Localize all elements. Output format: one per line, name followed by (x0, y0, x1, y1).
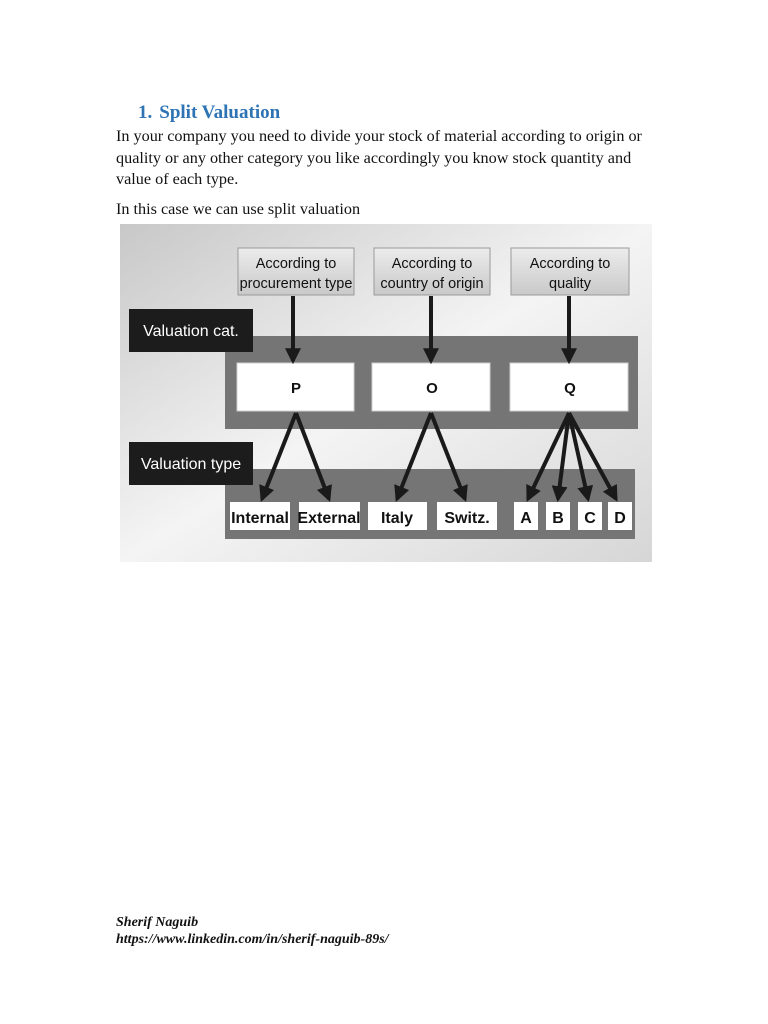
criteria-procurement-line2: procurement type (239, 276, 353, 292)
type-d-label: D (614, 510, 626, 527)
intro-paragraph: In your company you need to divide your stock of material according to origin or quality or any other category you like accordingly you know stock quantity and value of each type. (116, 127, 642, 188)
type-c-label: C (584, 510, 596, 527)
valuation-type-label: Valuation type (140, 456, 242, 473)
category-p-label: P (290, 380, 302, 397)
category-q-label: Q (564, 380, 576, 397)
section-heading (138, 102, 280, 124)
valuation-category-label: Valuation cat. (143, 323, 239, 340)
type-b-label: B (552, 510, 564, 527)
criteria-box-procurement (238, 248, 354, 295)
criteria-procurement-line1: According to (255, 256, 337, 272)
section-title: Split Valuation (159, 102, 281, 123)
use-case-paragraph: In this case we can use split valuation (116, 200, 361, 218)
footer (116, 914, 389, 948)
criteria-quality-line2: quality (549, 276, 591, 292)
section-number: 1. (138, 102, 153, 123)
criteria-box-quality (511, 248, 629, 295)
type-italy-label: Italy (380, 510, 414, 527)
criteria-box-country (374, 248, 490, 295)
type-a-label: A (520, 510, 532, 527)
type-internal-label: Internal (231, 510, 289, 527)
category-o-label: O (426, 380, 438, 397)
type-switz-label: Switz. (444, 510, 490, 527)
type-external-label: External (297, 510, 361, 527)
criteria-quality-line1: According to (529, 256, 611, 272)
footer-url[interactable]: https://www.linkedin.com/in/sherif-naguib-89s/ (116, 932, 389, 947)
criteria-country-line1: According to (391, 256, 473, 272)
split-valuation-diagram (120, 224, 652, 562)
footer-author: Sherif Naguib (116, 915, 199, 930)
criteria-country-line2: country of origin (380, 276, 484, 292)
